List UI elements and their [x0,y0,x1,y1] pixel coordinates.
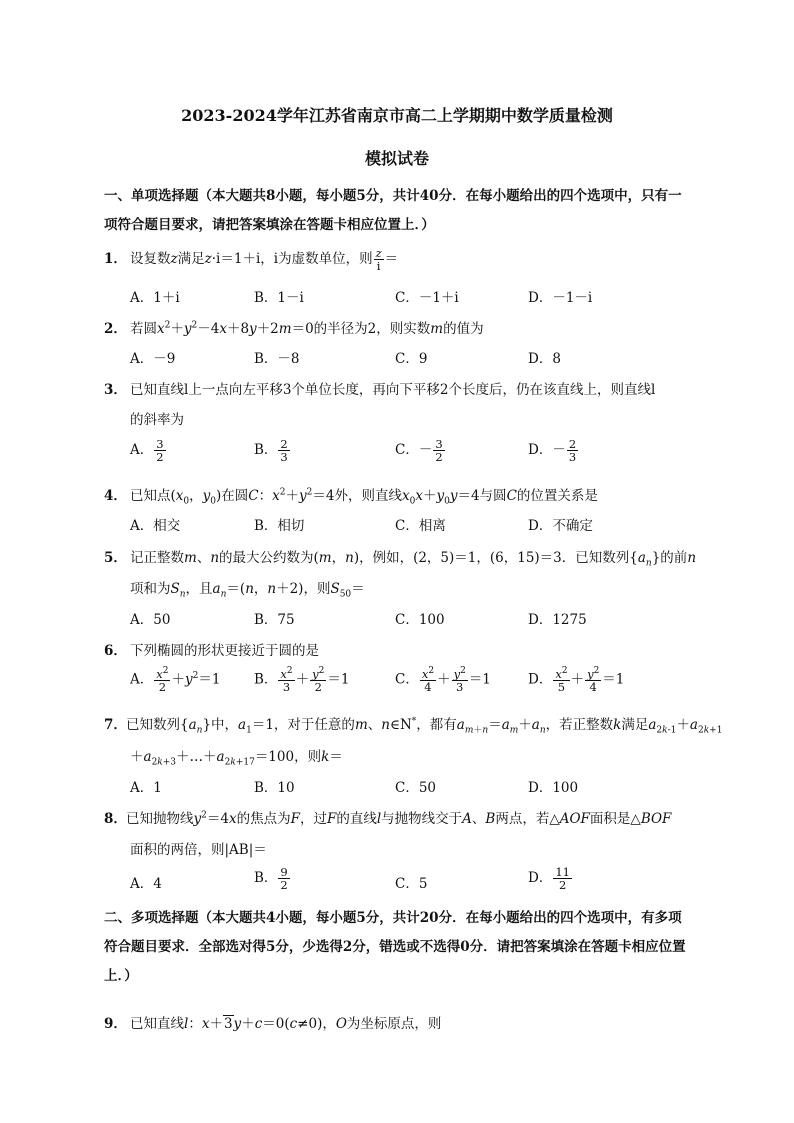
q8-option-d[interactable]: D． $\frac{11}{2}$ [528,865,570,893]
q3-option-a[interactable]: A． $\frac{3}{2}$ [130,437,164,465]
q4-option-a[interactable]: A．相交 [130,518,181,534]
exam-title: 2023-2024学年江苏省南京市高二上学期期中数学质量检测 [181,106,613,125]
question-number: 9． [104,1016,127,1032]
q2-option-a[interactable]: A．－9 [130,351,176,367]
question-5: 5． 记正整数m、n的最大公约数为(m，n)，例如，(2，5)＝1，(6，15)＝3．已知数列$\{a_n\}$的前n [104,546,694,569]
q2-option-c[interactable]: C．9 [395,351,428,367]
q6-option-b[interactable]: B． $\frac{x^2}{3}$ ＋ $\frac{y^2}{2}$ ＝1 [254,666,350,694]
q1-option-a[interactable]: A．1＋i [130,290,180,306]
q1-option-c[interactable]: C．－1＋i [395,290,459,306]
question-3-text-cont: 的斜率为 [130,412,184,428]
q3-option-c[interactable]: C．－ $\frac{3}{2}$ [395,437,443,465]
question-number: 5． [104,550,127,566]
q8-option-a[interactable]: A．4 [130,876,162,892]
question-9: 9． 已知直线l：x＋3y＋c＝0(c≠0)，O为坐标原点，则 [104,1012,694,1032]
q4-option-c[interactable]: C．相离 [395,518,446,534]
q4-option-d[interactable]: D．不确定 [528,518,593,534]
q5-option-a[interactable]: A．50 [130,612,171,628]
q6-option-d[interactable]: D． $\frac{x^2}{5}$ ＋ $\frac{y^2}{4}$ ＝1 [528,666,625,694]
question-number: 7． [104,717,127,733]
question-3-text: 已知直线l上一点向左平移3个单位长度，再向下平移2个长度后，仍在该直线上，则直线l [130,382,656,398]
q3-option-b[interactable]: B． $\frac{2}{3}$ [254,437,288,465]
q5-option-d[interactable]: D．1275 [528,612,587,628]
q8-option-c[interactable]: C．5 [395,876,428,892]
q1-option-b[interactable]: B．1－i [254,290,304,306]
section-1-intro: 一、单项选择题（本大题共8小题，每小题5分，共计40分．在每小题给出的四个选项中，只有一项符合题目要求，请把答案填涂在答题卡相应位置上．） [104,188,682,233]
q6-option-a[interactable]: A． $\frac{x^2}{2}$ $+y^2=1$ [130,666,221,694]
question-number: 3． [104,382,127,398]
question-number: 8． [104,811,127,827]
q5-option-b[interactable]: B．75 [254,612,295,628]
q7-option-b[interactable]: B．10 [254,780,295,796]
question-number: 6． [104,643,127,659]
q3-option-d[interactable]: D．－ $\frac{2}{3}$ [528,437,577,465]
q6-option-c[interactable]: C． $\frac{x^2}{4}$ ＋ $\frac{y^2}{3}$ ＝1 [395,666,491,694]
question-2: 2． 若圆$x^2+y^2-4x+8y+2m=0$的半径为2，则实数m的值为 [104,317,694,337]
question-4: 4． 已知点($x_0$，$y_0$)在圆C：$x^2+y^2=4$外，则直线$x_0x+y_0y=4$与圆C的位置关系是 [104,484,694,507]
q7-option-d[interactable]: D．100 [528,780,579,796]
question-7: 7．已知数列$\{a_n\}$中，$a_1=1$，对于任意的m、n∈N*，都有$a_{m+n}=a_m+a_n$，若正整数k满足$a_{2k-1}+a_{2k+1}$ [104,713,694,736]
question-1: 1． 设复数z满足z·i＝1＋i，i为虚数单位，则 $\frac{z}{i}$ ＝ [104,246,399,274]
q8-option-b[interactable]: B． $\frac{9}{2}$ [254,865,288,893]
q2-option-d[interactable]: D．8 [528,351,561,367]
section-2-intro: 二、多项选择题（本大题共4小题，每小题5分，共计20分．在每小题给出的四个选项中，有多项符合题目要求．全部选对得5分，少选得2分，错选或不选得0分．请把答案填涂在答题卡相应位置上．） [104,910,686,984]
question-7-text-cont: $+a_{2k+3}+\dots+a_{2k+17}=100$，则k＝ [130,749,343,768]
question-3 [104,378,694,398]
exam-subtitle: 模拟试卷 [364,149,429,168]
q5-option-c[interactable]: C．100 [395,612,445,628]
question-number: 4． [104,488,127,504]
question-number: 1． [104,251,127,268]
q7-option-c[interactable]: C．50 [395,780,437,796]
q7-option-a[interactable]: A．1 [130,780,162,796]
q4-option-b[interactable]: B．相切 [254,518,305,534]
question-6 [104,639,694,659]
question-8: 8．已知抛物线$y^2=4x$的焦点为F，过F的直线l与抛物线交于A、B两点，若△AOF面积是△BOF [104,807,694,827]
question-8-text-cont: 面积的两倍，则|AB|＝ [130,842,267,858]
q2-option-b[interactable]: B．－8 [254,351,300,367]
q1-option-d[interactable]: D．－1－i [528,290,593,306]
question-number: 2． [104,321,127,337]
question-6-text: 下列椭圆的形状更接近于圆的是 [130,643,319,659]
question-5-text-cont: 项和为$S_n$，且$a_n=(n$，n＋2)，则$S_{50}=$ [130,581,365,600]
